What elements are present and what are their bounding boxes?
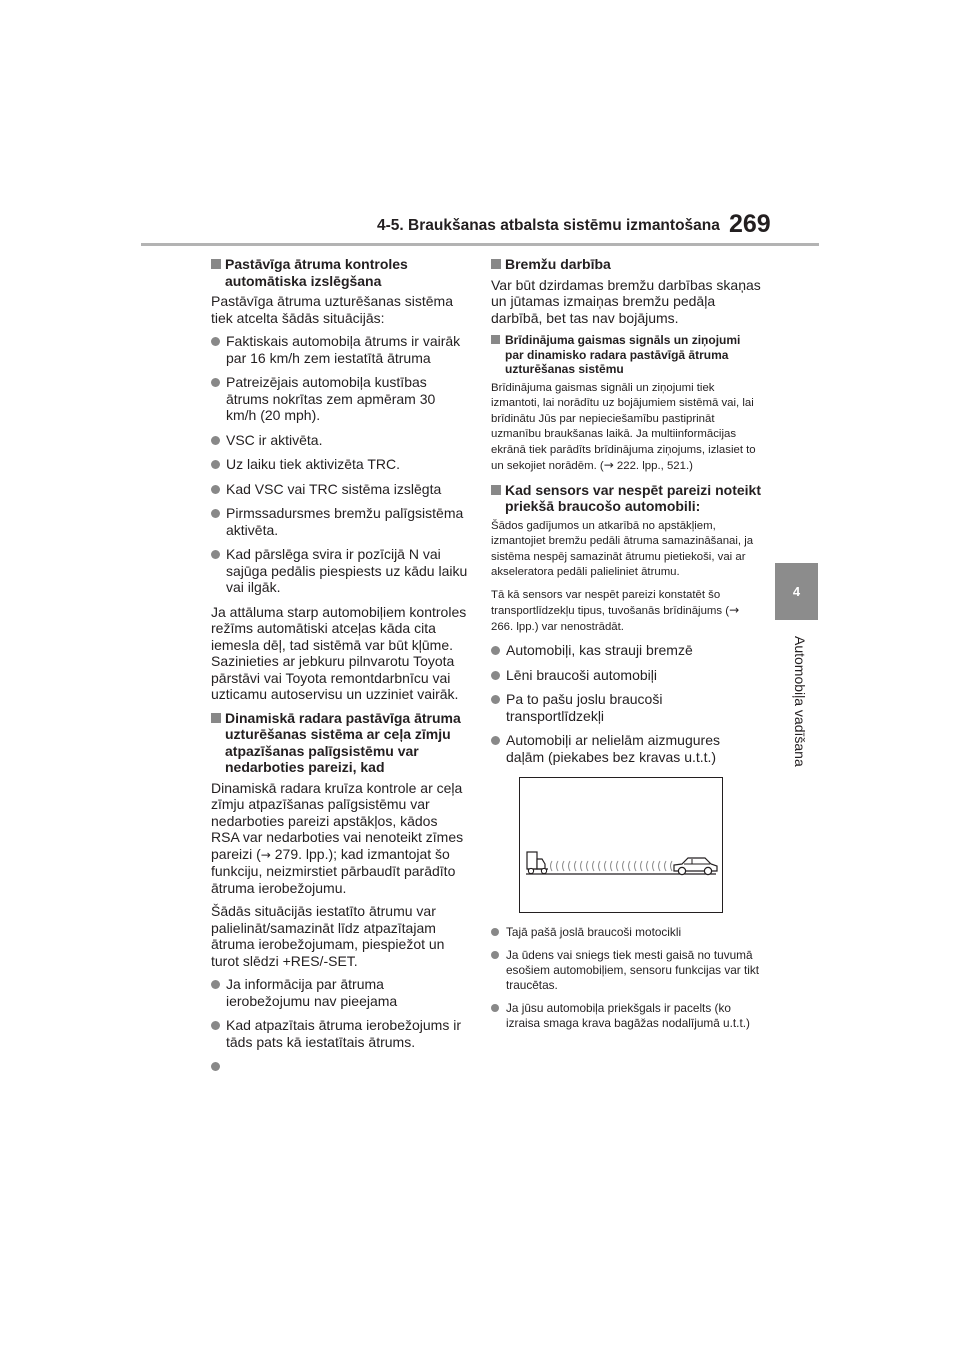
chapter-tab-number: 4 [792,584,801,599]
section-heading-brakes: Bremžu darbība [491,256,761,273]
paragraph: Pastāvīga ātruma uzturēšanas sistēma tiek atcelta šādās situācijās: [211,293,454,326]
list-item-empty [211,1058,469,1074]
chapter-title: 4-5. Braukšanas atbalsta sistēmu izmantošana [377,217,720,234]
text: 266. lpp.) var nenostrādāt. [491,620,624,633]
list-item: VSC ir aktivēta. [211,432,469,449]
page-ref-arrow-icon: → [729,603,740,617]
radar-waves-icon [551,861,673,871]
list-item: Lēni braucoši automobiļi [491,667,761,684]
header-rule [141,243,819,246]
text: 222. lpp., 521.) [613,460,693,472]
paragraph: Ja attāluma starp automobiļiem kontroles režīms automātiski atceļas kāda cita iemesla dēļ, tad sistēmā var būt kļūme. Sazinieties ar jebkuru pilnvarotu Toyota pārstāvi vai Toyota remontdarbnīcu vai uzticamu autoservisu un uzziniet vairāk. [211,603,467,702]
text: Tā kā sensors var nespēt pareizi konstatēt šo transportlīdzekļu tipus, tuvošanās brīdinājums ( [491,588,730,617]
section-heading-sensor: Kad sensors var nespēt pareizi noteikt priekšā braucošo automobili: [491,482,761,515]
text: 279. lpp.); kad izmantojat šo funkciju, neizmirstiet pārbaudīt parādīto ātruma ierobežojumu. [211,845,456,896]
text: Dinamiskā radara kruīza kontrole ar ceļa zīmju atpazīšanas palīgsistēmu var nedarboties pareizi apstākļos, kādos RSA var nedarboties vai nenoteikt zīmes pareizi ( [211,779,464,862]
paragraph-approach-warning [491,588,761,636]
truck-trailer-icon [527,852,548,874]
list-item: Tajā pašā joslā braucoši motocikli [491,925,761,940]
paragraph-warnings [491,381,761,475]
page-ref-arrow-icon: → [603,458,614,472]
paragraph: Šādos gadījumos un atkarībā no apstākļiem, izmantojiet bremžu pedāli ātruma samazināšanai, ja sistēma nespēj samazināt ātrumu pietiekoši, vai ar akseleratora pedāli palieliniet ātrumu. [491,519,754,578]
list-item: Automobiļi, kas strauji bremzē [491,642,761,659]
section-heading-auto-cancel: Pastāvīga ātruma kontroles automātiska izslēgšana [211,256,469,289]
section-heading-warnings: Brīdinājuma gaismas signāls un ziņojumi par dinamisko radara pastāvīgā ātruma uzturēšanas sistēmu [491,333,761,377]
list-item: Ja jūsu automobiļa priekšgals ir pacelts (ko izraisa smaga krava bagāžas nodalījumā u.t.t.) [491,1001,761,1031]
list-item: Pa to pašu joslu braucoši transportlīdzekļi [491,691,761,724]
list-item: Uz laiku tiek aktivizēta TRC. [211,456,469,473]
chapter-tab[interactable] [775,563,818,620]
list-item: Patreizējais automobiļa kustības ātrums nokrītas zem apmēram 30 km/h (20 mph). [211,374,469,424]
radar-illustration-svg [520,778,722,912]
chapter-side-label: Automobiļa vadīšana [792,636,808,767]
paragraph: Var būt dzirdamas bremžu darbības skaņas un jūtamas izmaiņas bremžu pedāļa darbībā, bet tas nav bojājums. [491,276,761,326]
paragraph: Šādās situācijās iestatīto ātrumu var palielināt/samazināt līdz atpazītajam ātruma ierobežojumam, piespiežot un turot slēdzi +RES/-SET. [211,903,445,969]
list-item: Automobiļi ar nelielām aizmugures daļām (piekabes bez kravas u.t.t.) [491,732,761,765]
left-column [211,256,469,1082]
section-heading-rsa: Dinamiskā radara pastāvīga ātruma uzturēšanas sistēma ar ceļa zīmju atpazīšanas palīgsistēmu var nedarboties pareizi, kad [211,710,469,776]
list-item: Ja ūdens vai sniegs tiek mesti gaisā no tuvumā esošiem automobiļiem, sensoru funkcijas var tikt traucētas. [491,948,761,993]
list-item: Kad atpazītais ātruma ierobežojums ir tāds pats kā iestatītais ātrums. [211,1017,469,1050]
radar-illustration [519,777,723,913]
list-item: Pirmssadursmes bremžu palīgsistēma aktivēta. [211,505,469,538]
text: Brīdinājuma gaismas signāli un ziņojumi tiek izmantoti, lai norādītu uz bojājumiem sistēmā vai, lai brīdinātu Jūs par nepieciešamību pastiprināt uzmanību braukšanas laikā. Ja multiinformācijas ekrānā tiek parādīts brīdinājuma ziņojums, izlasiet to un sekojiet norādēm. ( [491,381,756,472]
page-ref-arrow-icon: → [260,847,271,862]
page-number: 269 [729,210,771,238]
list-item: Faktiskais automobiļa ātrums ir vairāk par 16 km/h zem iestatītā ātruma [211,333,469,366]
right-column [491,256,761,1039]
list-item: Ja informācija par ātruma ierobežojumu nav pieejama [211,976,469,1009]
list-item: Kad pārslēga svira ir pozīcijā N vai sajūga pedālis piespiests uz kādu laiku vai ilgāk. [211,546,469,596]
paragraph-rsa [211,780,469,897]
front-car-icon [674,858,717,875]
list-item: Kad VSC vai TRC sistēma izslēgta [211,481,469,498]
